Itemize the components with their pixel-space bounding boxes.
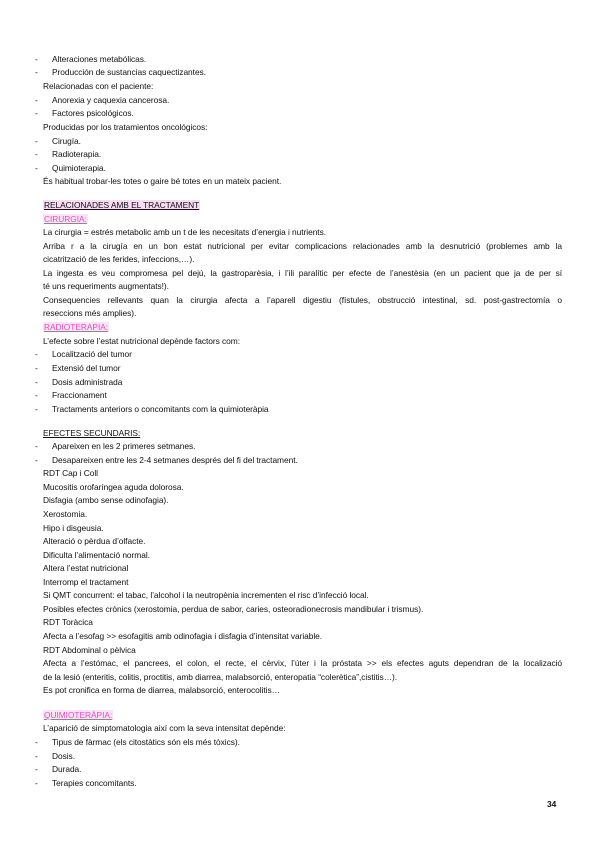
paragraph-line: Disfagia (ambo sense odinofagia). <box>43 495 169 505</box>
bullet-dash: - <box>35 441 38 451</box>
bullet-dash: - <box>35 778 38 788</box>
list-item: Tipus de fàrmac (els citostàtics són els més tòxics). <box>52 737 240 747</box>
paragraph-line: Consequencies rellevants quan la cirurgia afecta a l’aparell digestiu (fístules, obstrucció intestinal, sd. post-gastrectomía o <box>43 295 562 305</box>
list-item: Durada. <box>52 764 82 774</box>
list-item: Factores psicológicos. <box>52 108 134 118</box>
paragraph-line: Afecta a l’esofag >> esofagitis amb odinofagia i disfagia d’intensitat variable. <box>43 631 323 641</box>
bullet-dash: - <box>35 363 38 373</box>
bullet-dash: - <box>35 95 38 105</box>
paragraph-line: Xerostomia. <box>43 509 88 519</box>
paragraph: És habitual trobar-les totes o gaire bé totes en un mateix pacient. <box>43 176 282 186</box>
paragraph-line: cicatrització de les ferides, infeccions,…). <box>43 254 195 264</box>
list-item: Dosis. <box>52 751 75 761</box>
paragraph-line: Afecta a l’estómac, el pancrees, el colon, el recte, el cèrvix, l’úter i la próstata >> els efectes aguts dependran de la localizació <box>43 658 562 668</box>
paragraph-line: Altera l’estat nutricional <box>43 563 129 573</box>
paragraph-line: La cirurgia = estrés metabolic amb un t de les necesitats d’energia i nutrients. <box>43 227 326 237</box>
bullet-dash: - <box>35 349 38 359</box>
list-item: Quimioterapia. <box>52 163 106 173</box>
list-item: Extensió del tumor <box>52 363 121 373</box>
paragraph-line: de la lesió (enteritis, colitis, proctitis, amb diarrea, malabsorció, enteropatia “colerètica”,cistitis…). <box>43 672 398 682</box>
list-item: Desapareixen entre les 2-4 setmanes després del fi del tractament. <box>52 455 298 465</box>
bullet-dash: - <box>35 737 38 747</box>
list-item: Terapies concomitants. <box>52 778 137 788</box>
section-heading: RELACIONADES AMB EL TRACTAMENT <box>44 200 200 210</box>
paragraph-line: Si QMT concurrent: el tabac, l’alcohol i la neutropènia incrementen el risc d’infecció local. <box>43 590 369 600</box>
paragraph-line: Dificulta l’alimentació normal. <box>43 550 150 560</box>
subsection-label: RDT Abdominal o pèlvica <box>43 645 136 655</box>
paragraph-line: Posibles efectes crònics (xerostomia, perdua de sabor, caries, osteoradionecrosis mandibular i trismus). <box>43 604 424 614</box>
paragraph-line: Hipo i disgeusia. <box>43 523 104 533</box>
bullet-dash: - <box>35 163 38 173</box>
bullet-dash: - <box>35 751 38 761</box>
paragraph-line: reseccions més amplies). <box>43 308 137 318</box>
subheading-patient: Relacionadas con el paciente: <box>43 81 154 91</box>
bullet-dash: - <box>35 54 38 64</box>
chemo-heading: QUIMIOTERÀPIA: <box>44 710 113 720</box>
list-item: Localització del tumor <box>52 349 132 359</box>
list-item: Producción de sustancias caquectizantes. <box>52 67 206 77</box>
paragraph-line: L’efecte sobre l’estat nutricional depènde factors com: <box>43 336 240 346</box>
list-item: Dosis administrada <box>52 377 123 387</box>
paragraph-line: Mucositis orofaríngea aguda dolorosa. <box>43 482 184 492</box>
subsection-label: RDT Cap i Coll <box>43 468 98 478</box>
paragraph-line: Interromp el tractament <box>43 577 129 587</box>
subheading-treatments: Producidas por los tratamientos oncológicos: <box>43 122 208 132</box>
list-item: Anorexia y caquexia cancerosa. <box>52 95 170 105</box>
bullet-dash: - <box>35 390 38 400</box>
radiotherapy-heading: RADIOTERAPIA: <box>44 322 109 332</box>
paragraph-line: Arriba r a la cirugía en un bon estat nutricional per evitar complicacions relacionades amb la desnutrició (problemes amb la <box>43 241 562 251</box>
bullet-dash: - <box>35 455 38 465</box>
paragraph-line: Alteració o pèrdua d’olfacte. <box>43 536 146 546</box>
bullet-dash: - <box>35 764 38 774</box>
list-item: Cirugía. <box>52 136 81 146</box>
list-item: Radioterapia. <box>52 149 102 159</box>
bullet-dash: - <box>35 377 38 387</box>
list-item: Apareixen en les 2 primeres setmanes. <box>52 441 196 451</box>
bullet-dash: - <box>35 67 38 77</box>
page-number: 34 <box>547 799 557 809</box>
bullet-dash: - <box>35 108 38 118</box>
bullet-dash: - <box>35 404 38 414</box>
paragraph-line: L’aparició de simptomatologia així com la seva intensitat depènde: <box>43 723 286 733</box>
paragraph-line: Es pot cronifica en forma de diarrea, malabsorció, enterocolitis… <box>43 685 280 695</box>
side-effects-heading: EFECTES SECUNDARIS: <box>43 428 141 438</box>
surgery-heading: CIRURGIA: <box>44 214 87 224</box>
list-item: Tractaments anteriors o concomitants com la quimioteràpia <box>52 404 269 414</box>
bullet-dash: - <box>35 149 38 159</box>
paragraph-line: té uns requeriments augmentats!). <box>43 281 169 291</box>
bullet-dash: - <box>35 136 38 146</box>
paragraph-line: La ingesta es veu compromesa pel dejú, la gastroparèsia, i l’ili paralític per efecte de l’anestèsia (en un pacient que ja de per sí <box>43 268 562 278</box>
subsection-label: RDT Toràcica <box>43 617 93 627</box>
list-item: Alteraciones metabólicas. <box>52 54 147 64</box>
list-item: Fraccionament <box>52 390 107 400</box>
